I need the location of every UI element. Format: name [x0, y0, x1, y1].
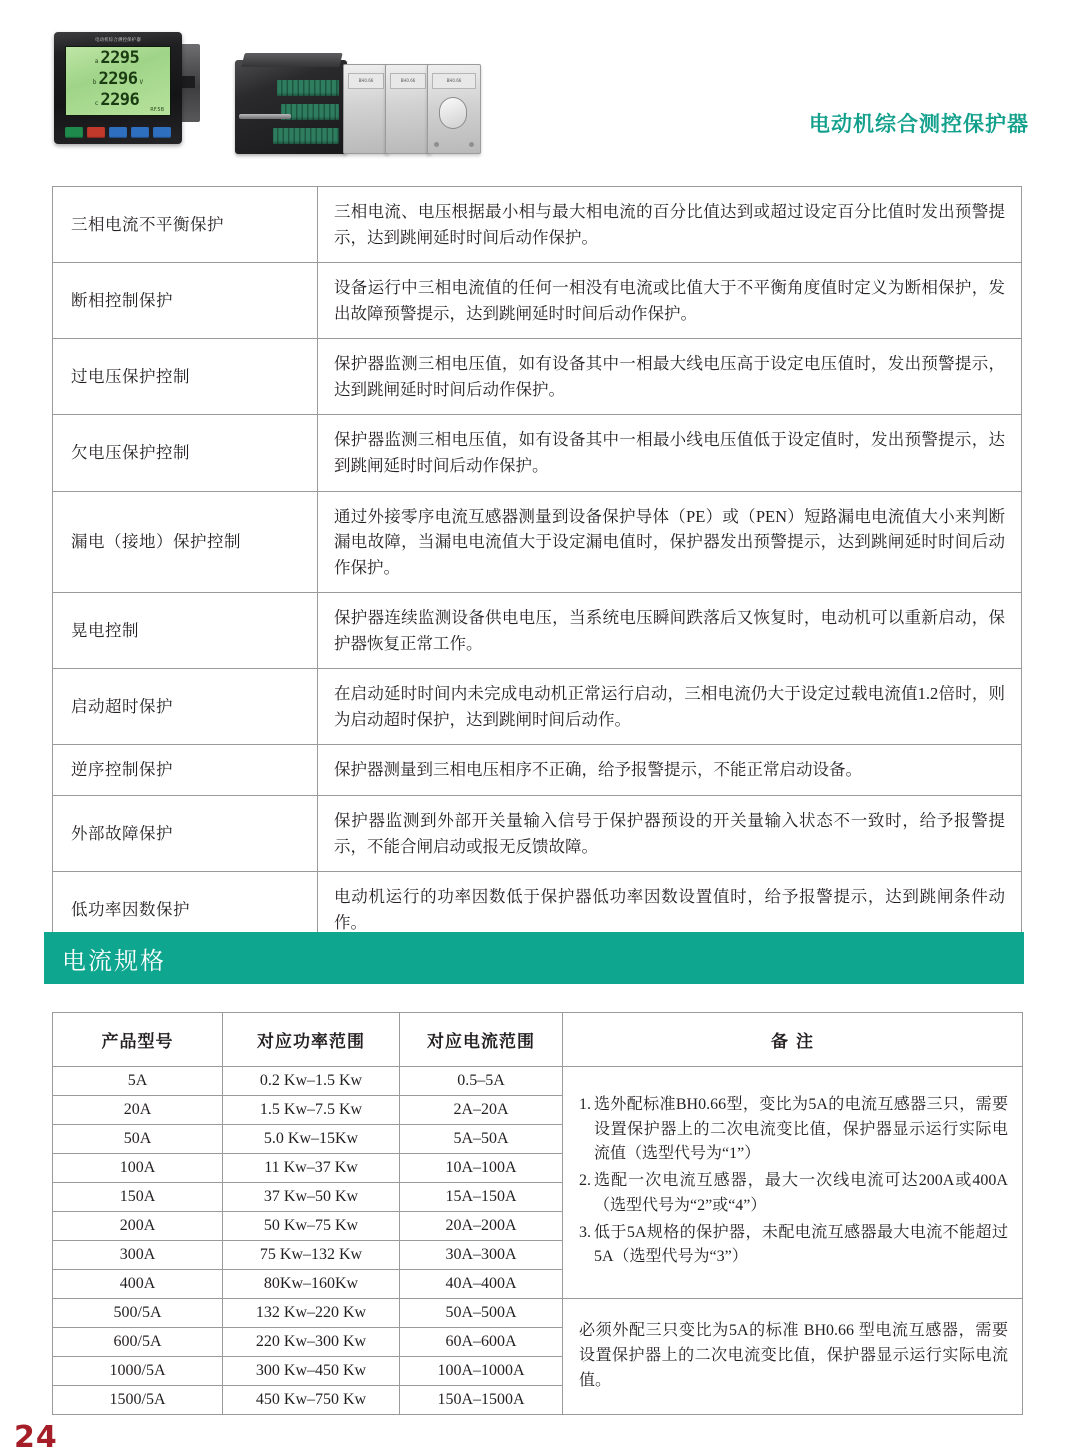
- cell-model: 20A: [53, 1096, 223, 1125]
- cell-model: 100A: [53, 1154, 223, 1183]
- panel-meter-photo: [54, 32, 182, 144]
- note-number: 2.: [579, 1172, 591, 1190]
- note-text: 选配一次电流互感器，最大一次线电流可达200A或400A（选型代号为“2”或“4”）: [594, 1172, 1008, 1214]
- cell-model: 1500/5A: [53, 1386, 223, 1415]
- ct-aperture: [439, 97, 467, 129]
- current-transformer-3: [427, 64, 481, 154]
- cell-current: 30A–300A: [400, 1241, 563, 1270]
- list-item: [579, 1169, 1008, 1219]
- function-name: 三相电流不平衡保护: [53, 187, 318, 263]
- function-description: 通过外接零序电流互感器测量到设备保护导体（PE）或（PEN）短路漏电电流值大小来判断漏电故障，当漏电电流值大于设定漏电值时，保护器发出预警提示，达到跳闸延时时间后动作保护。: [318, 491, 1022, 593]
- note-number: 3.: [579, 1223, 591, 1241]
- function-name: 启动超时保护: [53, 669, 318, 745]
- list-item: [579, 1221, 1008, 1271]
- cell-current: 5A–50A: [400, 1125, 563, 1154]
- note-text: 低于5A规格的保护器，未配电流互感器最大电流不能超过5A（选型代号为“3”）: [594, 1223, 1008, 1266]
- column-header-remarks: 备 注: [563, 1013, 1023, 1067]
- meter-button-green: [65, 127, 83, 138]
- function-description: 保护器测量到三相电压相序不正确，给予报警提示，不能正常启动设备。: [318, 745, 1022, 796]
- ct-label: BH0.66: [390, 73, 426, 89]
- terminal-block-1: [277, 80, 339, 96]
- lcd-value: 2296: [100, 90, 140, 110]
- table-row: [53, 745, 1022, 796]
- section-banner-title: 电流规格: [62, 946, 166, 975]
- rear-unit-body: [235, 60, 347, 154]
- lcd-phase-tag: a: [94, 58, 99, 65]
- function-name: 断相控制保护: [53, 263, 318, 339]
- meter-button-blue-1: [109, 127, 127, 138]
- column-header-model: 产品型号: [53, 1013, 223, 1067]
- rear-unit-and-ct-photo: [235, 58, 480, 158]
- remarks-cell-lower: [563, 1299, 1023, 1415]
- cell-current: 150A–1500A: [400, 1386, 563, 1415]
- meter-button-red: [87, 127, 105, 138]
- cell-power: 5.0 Kw–15Kw: [223, 1125, 400, 1154]
- remarks-note-list: [579, 1093, 1008, 1271]
- function-name: 外部故障保护: [53, 796, 318, 872]
- list-item: [579, 1093, 1008, 1167]
- cell-current: 15A–150A: [400, 1183, 563, 1212]
- terminal-block-3: [273, 128, 339, 144]
- cell-current: 20A–200A: [400, 1212, 563, 1241]
- table-row: [53, 339, 1022, 415]
- mounting-bracket: [239, 114, 291, 119]
- cell-model: 200A: [53, 1212, 223, 1241]
- remarks-paragraph: 必须外配三只变比为5A的标准 BH0.66 型电流互感器，需要设置保护器上的二次电流变比值，保护器显示运行实际电流值。: [579, 1322, 1008, 1389]
- remarks-cell-upper: [563, 1067, 1023, 1299]
- column-header-current-range: 对应电流范围: [400, 1013, 563, 1067]
- page-title: 电动机综合测控保护器: [809, 112, 1029, 136]
- section-banner-current-spec: [44, 932, 1024, 984]
- cell-model: 300A: [53, 1241, 223, 1270]
- cell-current: 2A–20A: [400, 1096, 563, 1125]
- cell-power: 0.2 Kw–1.5 Kw: [223, 1067, 400, 1096]
- function-description: 保护器监测三相电压值，如有设备其中一相最小线电压值低于设定值时，发出预警提示，达到跳闸延时时间后动作保护。: [318, 415, 1022, 491]
- current-transformer-1: [343, 64, 389, 154]
- cell-power: 37 Kw–50 Kw: [223, 1183, 400, 1212]
- lcd-value: 2295: [100, 48, 140, 68]
- lcd-corner-label: RF.5B: [150, 107, 164, 113]
- cell-power: 220 Kw–300 Kw: [223, 1328, 400, 1357]
- cell-current: 10A–100A: [400, 1154, 563, 1183]
- table-row: [53, 669, 1022, 745]
- cell-power: 132 Kw–220 Kw: [223, 1299, 400, 1328]
- meter-brand-text: 电动机综合测控保护器: [95, 38, 141, 43]
- cell-current: 0.5–5A: [400, 1067, 563, 1096]
- current-spec-table: [52, 1012, 1023, 1415]
- meter-button-blue-3: [153, 127, 171, 138]
- ct-label: BH0.66: [348, 73, 384, 89]
- meter-front-body: [54, 32, 182, 144]
- lcd-row: [71, 50, 165, 71]
- meter-button-blue-2: [131, 127, 149, 138]
- rear-unit-top-cover: [241, 53, 342, 67]
- function-description: 三相电流、电压根据最小相与最大相电流的百分比值达到或超过设定百分比值时发出预警提示，达到跳闸延时时间后动作保护。: [318, 187, 1022, 263]
- lcd-phase-tag: b: [92, 79, 97, 86]
- meter-lcd-screen: [65, 46, 171, 116]
- function-description: 保护器监测到外部开关量输入信号于保护器预设的开关量输入状态不一致时，给予报警提示，不能合闸启动或报无反馈故障。: [318, 796, 1022, 872]
- protection-function-table: [52, 186, 1022, 948]
- function-description: 在启动延时时间内未完成电动机正常运行启动，三相电流仍大于设定过载电流值1.2倍时，则为启动超时保护，达到跳闸时间后动作。: [318, 669, 1022, 745]
- cell-model: 150A: [53, 1183, 223, 1212]
- table-row: [53, 415, 1022, 491]
- cell-model: 600/5A: [53, 1328, 223, 1357]
- page-number: 24: [14, 1420, 58, 1455]
- cell-model: 400A: [53, 1270, 223, 1299]
- table-row: [53, 1299, 1023, 1328]
- note-text: 选外配标准BH0.66型，变比为5A的电流互感器三只，需要设置保护器上的二次电流变比值，保护器显示运行实际电流值（选型代号为“1”）: [594, 1095, 1008, 1163]
- cell-current: 60A–600A: [400, 1328, 563, 1357]
- cell-power: 75 Kw–132 Kw: [223, 1241, 400, 1270]
- function-description: 设备运行中三相电流值的任何一相没有电流或比值大于不平衡角度值时定义为断相保护，发出故障预警提示，达到跳闸延时时间后动作保护。: [318, 263, 1022, 339]
- cell-current: 50A–500A: [400, 1299, 563, 1328]
- table-header-row: [53, 1013, 1023, 1067]
- table-row: [53, 187, 1022, 263]
- table-row: [53, 491, 1022, 593]
- lcd-value: 2296: [98, 69, 138, 89]
- lcd-phase-tag: c: [94, 100, 99, 107]
- cell-current: 40A–400A: [400, 1270, 563, 1299]
- function-name: 低功率因数保护: [53, 872, 318, 948]
- column-header-power-range: 对应功率范围: [223, 1013, 400, 1067]
- cell-power: 11 Kw–37 Kw: [223, 1154, 400, 1183]
- ct-screw: [434, 142, 439, 147]
- lcd-unit: V: [139, 79, 144, 86]
- function-name: 欠电压保护控制: [53, 415, 318, 491]
- ct-screw: [469, 142, 474, 147]
- function-name: 漏电（接地）保护控制: [53, 491, 318, 593]
- cell-model: 50A: [53, 1125, 223, 1154]
- table-row: [53, 263, 1022, 339]
- page-header: [0, 0, 1073, 172]
- function-name: 晃电控制: [53, 593, 318, 669]
- ct-label: BH0.66: [432, 73, 476, 89]
- cell-power: 450 Kw–750 Kw: [223, 1386, 400, 1415]
- cell-power: 80Kw–160Kw: [223, 1270, 400, 1299]
- cell-power: 300 Kw–450 Kw: [223, 1357, 400, 1386]
- function-name: 过电压保护控制: [53, 339, 318, 415]
- cell-current: 100A–1000A: [400, 1357, 563, 1386]
- product-photo-group: [30, 22, 500, 162]
- function-description: 保护器监测三相电压值，如有设备其中一相最大线电压高于设定电压值时，发出预警提示，达到跳闸延时时间后动作保护。: [318, 339, 1022, 415]
- note-number: 1.: [579, 1095, 591, 1113]
- function-description: 保护器连续监测设备供电电压，当系统电压瞬间跌落后又恢复时，电动机可以重新启动，保护器恢复正常工作。: [318, 593, 1022, 669]
- lcd-row: [71, 71, 165, 92]
- cell-model: 500/5A: [53, 1299, 223, 1328]
- table-row: [53, 593, 1022, 669]
- cell-model: 1000/5A: [53, 1357, 223, 1386]
- cell-power: 50 Kw–75 Kw: [223, 1212, 400, 1241]
- current-transformer-2: [385, 64, 431, 154]
- cell-power: 1.5 Kw–7.5 Kw: [223, 1096, 400, 1125]
- function-name: 逆序控制保护: [53, 745, 318, 796]
- cell-model: 5A: [53, 1067, 223, 1096]
- table-row: [53, 796, 1022, 872]
- function-description: 电动机运行的功率因数低于保护器低功率因数设置值时，给予报警提示，达到跳闸条件动作。: [318, 872, 1022, 948]
- meter-button-row: [65, 127, 171, 138]
- table-row: [53, 1067, 1023, 1096]
